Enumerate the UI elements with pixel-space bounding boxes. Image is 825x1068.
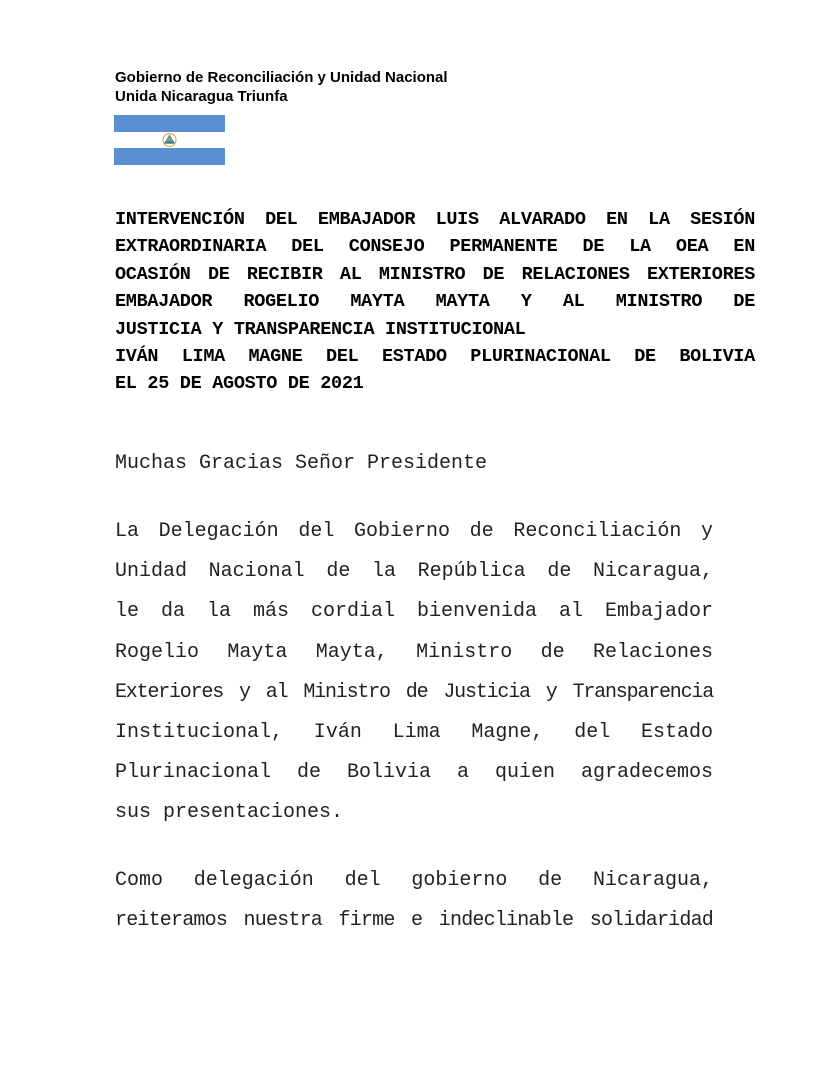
paragraph-line: Rogelio Mayta Mayta, Ministro de Relaciones (115, 640, 713, 664)
letterhead-slogan: Unida Nicaragua Triunfa (115, 88, 288, 105)
title-line: OCASIÓN DE RECIBIR AL MINISTRO DE RELACIONES EXTERIORES (115, 263, 755, 285)
letterhead-government-name: Gobierno de Reconciliación y Unidad Nacional (115, 69, 448, 86)
paragraph-line: reiteramos nuestra firme e indeclinable solidaridad (115, 909, 713, 933)
body-paragraph (115, 861, 713, 941)
paragraph-line: Institucional, Iván Lima Magne, del Estado (115, 721, 713, 745)
title-line: EXTRAORDINARIA DEL CONSEJO PERMANENTE DE LA OEA EN (115, 236, 755, 258)
paragraph-line: La Delegación del Gobierno de Reconciliación y (115, 520, 713, 543)
salutation: Muchas Gracias Señor Presidente (115, 452, 488, 475)
paragraph-line: Como delegación del gobierno de Nicaragua, (115, 869, 713, 892)
title-line: INTERVENCIÓN DEL EMBAJADOR LUIS ALVARADO EN LA SESIÓN (115, 209, 755, 230)
paragraph-line: Plurinacional de Bolivia a quien agradecemos (115, 761, 713, 785)
title-line: EMBAJADOR ROGELIO MAYTA MAYTA Y AL MINISTRO DE (115, 291, 755, 313)
title-line: IVÁN LIMA MAGNE DEL ESTADO PLURINACIONAL DE BOLIVIA (115, 346, 755, 368)
title-line: JUSTICIA Y TRANSPARENCIA INSTITUCIONAL (115, 318, 526, 340)
paragraph-line: le da la más cordial bienvenida al Embajador (115, 600, 713, 624)
paragraph-line: Unidad Nacional de la República de Nicaragua, (115, 560, 713, 584)
paragraph-line: Exteriores y al Ministro de Justicia y Transparencia (115, 680, 713, 704)
nicaragua-flag-icon (114, 115, 225, 165)
document-title (115, 206, 755, 398)
paragraph-line: sus presentaciones. (115, 801, 344, 825)
letterhead (115, 68, 448, 106)
body-paragraph (115, 512, 713, 834)
title-line: EL 25 DE AGOSTO DE 2021 (115, 373, 364, 395)
